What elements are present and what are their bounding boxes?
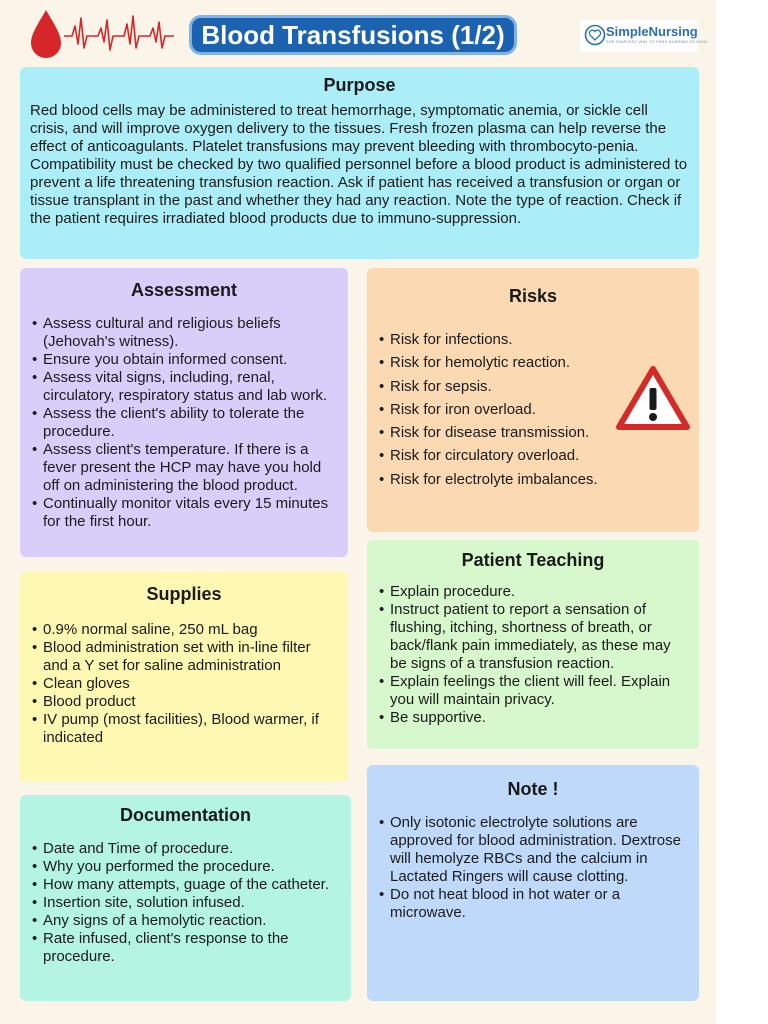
list-item: • Explain procedure. <box>377 583 689 601</box>
assessment-list <box>30 315 338 531</box>
list-item: • Assess vital signs, including, renal, circulatory, respiratory status and lab work. <box>30 369 338 405</box>
list-item: • Any signs of a hemolytic reaction. <box>30 912 341 930</box>
list-item: • Insertion site, solution infused. <box>30 894 341 912</box>
note-list <box>377 814 689 922</box>
list-item: • Assess cultural and religious beliefs (Jehovah's witness). <box>30 315 338 351</box>
list-item: • Date and Time of procedure. <box>30 840 341 858</box>
list-item: • Risk for iron overload. <box>377 401 689 419</box>
list-item: • 0.9% normal saline, 250 mL bag <box>30 621 338 639</box>
warning-triangle-icon <box>615 364 691 432</box>
header <box>0 0 716 62</box>
documentation-heading: Documentation <box>119 805 251 825</box>
risks-heading: Risks <box>508 286 558 306</box>
list-item: • Risk for infections. <box>377 331 689 349</box>
supplies-list <box>30 621 338 747</box>
list-item: • Continually monitor vitals every 15 minutes for the first hour. <box>30 495 338 531</box>
teaching-list <box>377 583 689 727</box>
list-item: • Ensure you obtain informed consent. <box>30 351 338 369</box>
list-item: • How many attempts, guage of the catheter. <box>30 876 341 894</box>
assessment-card <box>20 268 348 557</box>
list-item: • Clean gloves <box>30 675 338 693</box>
supplies-card <box>20 572 348 782</box>
patient-teaching-card <box>367 540 699 749</box>
simplenursing-logo <box>580 20 708 52</box>
list-item: • Explain feelings the client will feel. Explain you will maintain privacy. <box>377 673 689 709</box>
list-item: • Blood administration set with in-line filter and a Y set for saline administration <box>30 639 338 675</box>
list-item: • Assess the client's ability to tolerate the procedure. <box>30 405 338 441</box>
list-item: • Risk for electrolyte imbalances. <box>377 471 689 489</box>
list-item: • Be supportive. <box>377 709 689 727</box>
list-item: • Risk for disease transmission. <box>377 424 689 442</box>
list-item: • Only isotonic electrolyte solutions are approved for blood administration. Dextrose will hemolyze RBCs and the calcium in Lactated Ringers will cause clotting. <box>377 814 689 886</box>
assessment-heading: Assessment <box>130 280 238 300</box>
heartbeat-line-icon <box>64 14 174 54</box>
list-item: • Instruct patient to report a sensation of flushing, itching, shortness of breath, or back/flank pain immediately, as these may be signs of a transfusion reaction. <box>377 601 689 673</box>
note-card <box>367 765 699 1001</box>
logo-tagline: THE SIMPLEST WAY TO PASS NURSING SCHOOL <box>606 39 708 44</box>
note-heading: Note ! <box>507 779 559 799</box>
teaching-heading: Patient Teaching <box>461 550 605 570</box>
title-banner <box>192 18 514 52</box>
list-item: • IV pump (most facilities), Blood warmer, if indicated <box>30 711 338 747</box>
list-item: • Risk for hemolytic reaction. <box>377 354 689 372</box>
heart-logo-icon <box>584 24 606 46</box>
purpose-heading: Purpose <box>323 75 396 95</box>
list-item: • Do not heat blood in hot water or a microwave. <box>377 886 689 922</box>
blood-drop-icon <box>28 8 64 60</box>
documentation-list <box>30 840 341 966</box>
page-title: Blood Transfusions (1/2) <box>201 20 505 50</box>
purpose-text: Red blood cells may be administered to treat hemorrhage, symptomatic anemia, or sickle cell crisis, and will improve oxygen delivery to the tissues. Fresh frozen plasma can help reverse the effect of anticoagulants. Platelet transfusions may prevent bleeding with thrombocyto-penia. Compatibility must be checked by two qualified personnel before a blood product is administered to prevent a life threatening transfusion reaction. Ask if patient has received a transfusion or organ or tissue transplant in the past and whether they had any reaction. Note the type of reaction. Check if the patient requires irradiated blood products due to immuno-suppression. <box>30 102 688 227</box>
list-item: • Assess client's temperature. If there is a fever present the HCP may have you hold off on administering the blood product. <box>30 441 338 495</box>
supplies-heading: Supplies <box>146 584 222 604</box>
list-item: • Risk for sepsis. <box>377 378 689 396</box>
risks-card <box>367 268 699 532</box>
list-item: • Risk for circulatory overload. <box>377 447 689 465</box>
list-item: • Why you performed the procedure. <box>30 858 341 876</box>
list-item: • Blood product <box>30 693 338 711</box>
documentation-card <box>20 795 351 1001</box>
list-item: • Rate infused, client's response to the procedure. <box>30 930 341 966</box>
logo-wordmark: SimpleNursing <box>606 24 698 39</box>
purpose-card <box>20 67 699 259</box>
